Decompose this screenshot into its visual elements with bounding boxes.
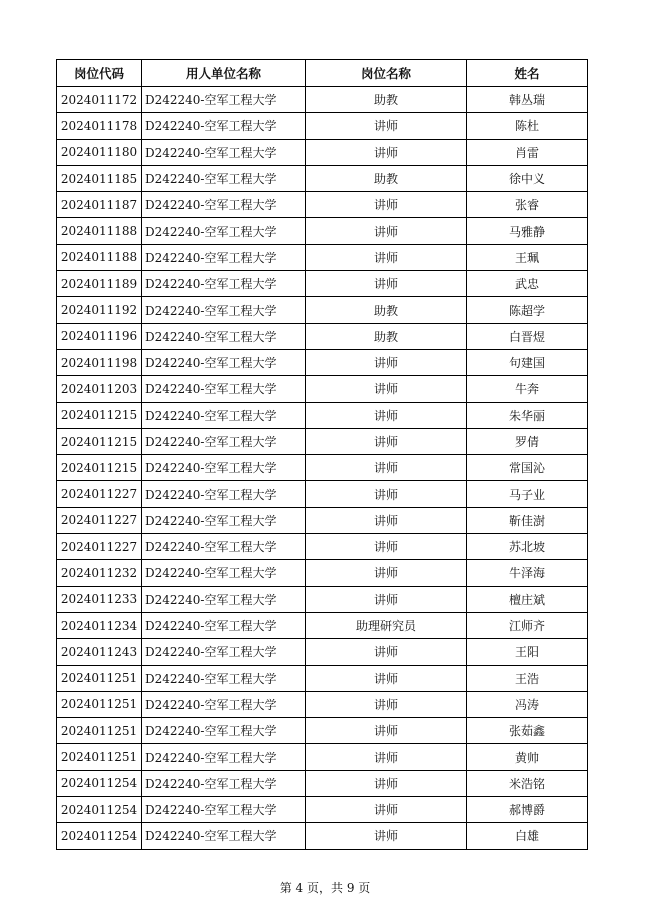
person-name-cell: 陈杜 [467, 113, 588, 139]
table-row [57, 586, 588, 612]
person-name-cell: 王浩 [467, 665, 588, 691]
table-row [57, 402, 588, 428]
position-name-cell: 讲师 [306, 797, 467, 823]
position-name-cell: 讲师 [306, 218, 467, 244]
table-row [57, 560, 588, 586]
position-code-cell: 2024011227 [57, 481, 142, 507]
person-name-cell: 徐中义 [467, 165, 588, 191]
position-code-cell: 2024011198 [57, 349, 142, 375]
person-name-cell: 郝博爵 [467, 797, 588, 823]
employer-name-cell: D242240-空军工程大学 [142, 691, 306, 717]
position-code-cell: 2024011196 [57, 323, 142, 349]
position-code-cell: 2024011254 [57, 823, 142, 849]
employer-name-cell: D242240-空军工程大学 [142, 271, 306, 297]
employer-name-cell: D242240-空军工程大学 [142, 744, 306, 770]
position-name-cell: 讲师 [306, 534, 467, 560]
table-row [57, 612, 588, 638]
table-row [57, 507, 588, 533]
header-position-code: 岗位代码 [57, 60, 142, 87]
employer-name-cell: D242240-空军工程大学 [142, 218, 306, 244]
employer-name-cell: D242240-空军工程大学 [142, 823, 306, 849]
person-name-cell: 马雅静 [467, 218, 588, 244]
position-code-cell: 2024011172 [57, 87, 142, 113]
employer-name-cell: D242240-空军工程大学 [142, 428, 306, 454]
position-name-cell: 讲师 [306, 455, 467, 481]
position-name-cell: 讲师 [306, 586, 467, 612]
person-name-cell: 罗倩 [467, 428, 588, 454]
employer-name-cell: D242240-空军工程大学 [142, 770, 306, 796]
table-row [57, 297, 588, 323]
position-code-cell: 2024011232 [57, 560, 142, 586]
position-code-cell: 2024011251 [57, 691, 142, 717]
employer-name-cell: D242240-空军工程大学 [142, 139, 306, 165]
position-name-cell: 讲师 [306, 744, 467, 770]
employer-name-cell: D242240-空军工程大学 [142, 244, 306, 270]
person-name-cell: 陈超学 [467, 297, 588, 323]
person-name-cell: 常国沁 [467, 455, 588, 481]
person-name-cell: 冯涛 [467, 691, 588, 717]
position-name-cell: 讲师 [306, 770, 467, 796]
person-name-cell: 苏北坡 [467, 534, 588, 560]
page-number: 第 4 页，共 9 页 [279, 881, 371, 895]
position-name-cell: 助教 [306, 297, 467, 323]
position-code-cell: 2024011233 [57, 586, 142, 612]
person-name-cell: 靳佳澍 [467, 507, 588, 533]
position-name-cell: 讲师 [306, 402, 467, 428]
position-name-cell: 讲师 [306, 691, 467, 717]
position-code-cell: 2024011243 [57, 639, 142, 665]
employer-name-cell: D242240-空军工程大学 [142, 376, 306, 402]
employer-name-cell: D242240-空军工程大学 [142, 797, 306, 823]
table-row [57, 481, 588, 507]
employer-name-cell: D242240-空军工程大学 [142, 87, 306, 113]
position-name-cell: 讲师 [306, 271, 467, 297]
position-name-cell: 助教 [306, 87, 467, 113]
table-row [57, 244, 588, 270]
table-row [57, 376, 588, 402]
table-row [57, 271, 588, 297]
employer-name-cell: D242240-空军工程大学 [142, 718, 306, 744]
position-code-cell: 2024011187 [57, 192, 142, 218]
employer-name-cell: D242240-空军工程大学 [142, 349, 306, 375]
position-name-cell: 讲师 [306, 823, 467, 849]
position-code-cell: 2024011227 [57, 507, 142, 533]
position-code-cell: 2024011254 [57, 797, 142, 823]
position-code-cell: 2024011215 [57, 455, 142, 481]
position-name-cell: 讲师 [306, 507, 467, 533]
table-row [57, 718, 588, 744]
table-row [57, 218, 588, 244]
header-person-name: 姓名 [467, 60, 588, 87]
position-code-cell: 2024011188 [57, 218, 142, 244]
results-table [56, 59, 588, 850]
position-code-cell: 2024011251 [57, 665, 142, 691]
person-name-cell: 马子业 [467, 481, 588, 507]
position-name-cell: 讲师 [306, 192, 467, 218]
position-code-cell: 2024011251 [57, 744, 142, 770]
header-position-name: 岗位名称 [306, 60, 467, 87]
table-row [57, 823, 588, 849]
table-row [57, 165, 588, 191]
person-name-cell: 米浩铭 [467, 770, 588, 796]
position-name-cell: 讲师 [306, 718, 467, 744]
position-code-cell: 2024011178 [57, 113, 142, 139]
person-name-cell: 白晋煜 [467, 323, 588, 349]
position-code-cell: 2024011215 [57, 428, 142, 454]
person-name-cell: 武忠 [467, 271, 588, 297]
position-name-cell: 讲师 [306, 113, 467, 139]
table-row [57, 797, 588, 823]
position-code-cell: 2024011192 [57, 297, 142, 323]
person-name-cell: 王珮 [467, 244, 588, 270]
table-row [57, 744, 588, 770]
position-name-cell: 讲师 [306, 481, 467, 507]
person-name-cell: 肖雷 [467, 139, 588, 165]
position-name-cell: 助理研究员 [306, 612, 467, 638]
person-name-cell: 句建国 [467, 349, 588, 375]
employer-name-cell: D242240-空军工程大学 [142, 665, 306, 691]
position-name-cell: 讲师 [306, 349, 467, 375]
position-name-cell: 助教 [306, 323, 467, 349]
table-row [57, 323, 588, 349]
table-row [57, 113, 588, 139]
table-row [57, 87, 588, 113]
position-code-cell: 2024011234 [57, 612, 142, 638]
person-name-cell: 张茹鑫 [467, 718, 588, 744]
table-header-row [57, 60, 588, 87]
person-name-cell: 王阳 [467, 639, 588, 665]
table-row [57, 192, 588, 218]
position-name-cell: 讲师 [306, 428, 467, 454]
table-row [57, 428, 588, 454]
person-name-cell: 檀庄斌 [467, 586, 588, 612]
person-name-cell: 牛奔 [467, 376, 588, 402]
table-row [57, 665, 588, 691]
employer-name-cell: D242240-空军工程大学 [142, 560, 306, 586]
employer-name-cell: D242240-空军工程大学 [142, 612, 306, 638]
position-code-cell: 2024011185 [57, 165, 142, 191]
table-row [57, 455, 588, 481]
position-name-cell: 助教 [306, 165, 467, 191]
person-name-cell: 张睿 [467, 192, 588, 218]
position-code-cell: 2024011227 [57, 534, 142, 560]
position-name-cell: 讲师 [306, 639, 467, 665]
table-row [57, 139, 588, 165]
position-code-cell: 2024011189 [57, 271, 142, 297]
employer-name-cell: D242240-空军工程大学 [142, 639, 306, 665]
position-name-cell: 讲师 [306, 665, 467, 691]
position-name-cell: 讲师 [306, 244, 467, 270]
employer-name-cell: D242240-空军工程大学 [142, 113, 306, 139]
employer-name-cell: D242240-空军工程大学 [142, 192, 306, 218]
position-name-cell: 讲师 [306, 376, 467, 402]
position-code-cell: 2024011203 [57, 376, 142, 402]
employer-name-cell: D242240-空军工程大学 [142, 297, 306, 323]
position-code-cell: 2024011188 [57, 244, 142, 270]
position-name-cell: 讲师 [306, 560, 467, 586]
employer-name-cell: D242240-空军工程大学 [142, 586, 306, 612]
person-name-cell: 牛泽海 [467, 560, 588, 586]
person-name-cell: 朱华丽 [467, 402, 588, 428]
person-name-cell: 韩丛瑞 [467, 87, 588, 113]
employer-name-cell: D242240-空军工程大学 [142, 165, 306, 191]
position-code-cell: 2024011180 [57, 139, 142, 165]
person-name-cell: 白雄 [467, 823, 588, 849]
employer-name-cell: D242240-空军工程大学 [142, 323, 306, 349]
person-name-cell: 黄帅 [467, 744, 588, 770]
position-name-cell: 讲师 [306, 139, 467, 165]
table-row [57, 639, 588, 665]
employer-name-cell: D242240-空军工程大学 [142, 402, 306, 428]
employer-name-cell: D242240-空军工程大学 [142, 507, 306, 533]
table-row [57, 770, 588, 796]
table-row [57, 534, 588, 560]
employer-name-cell: D242240-空军工程大学 [142, 455, 306, 481]
header-employer-name: 用人单位名称 [142, 60, 306, 87]
person-name-cell: 江师齐 [467, 612, 588, 638]
table-row [57, 691, 588, 717]
position-code-cell: 2024011251 [57, 718, 142, 744]
employer-name-cell: D242240-空军工程大学 [142, 481, 306, 507]
position-code-cell: 2024011215 [57, 402, 142, 428]
table-row [57, 349, 588, 375]
table-body [57, 87, 588, 850]
position-code-cell: 2024011254 [57, 770, 142, 796]
employer-name-cell: D242240-空军工程大学 [142, 534, 306, 560]
